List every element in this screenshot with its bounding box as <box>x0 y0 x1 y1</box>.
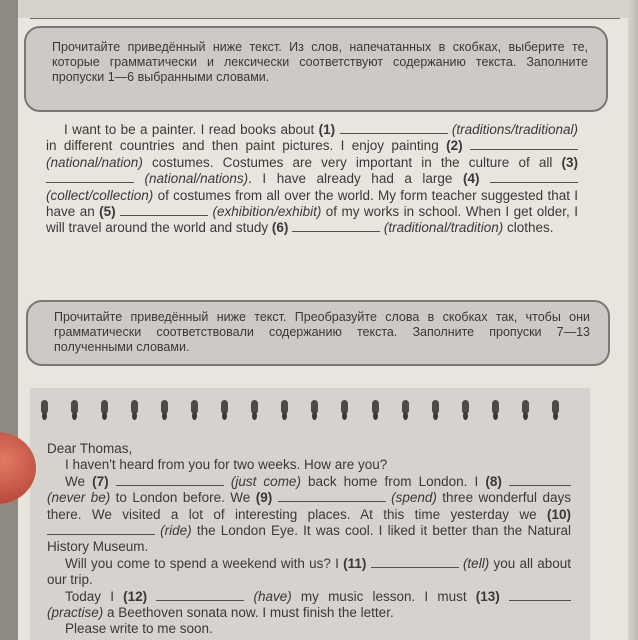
gap-options: (national/nations) <box>144 171 249 187</box>
gap-options: (practise) <box>47 605 104 621</box>
letter-part: Please write to me soon. <box>65 621 213 637</box>
letter-part: to London before. We <box>110 490 256 506</box>
gap-options: (spend) <box>391 490 437 506</box>
spiral-ring <box>340 400 349 422</box>
letter-greeting: Dear Thomas, <box>47 441 133 456</box>
gap-options: (have) <box>253 588 292 604</box>
top-band <box>18 0 638 18</box>
text-part: I want to be a painter. I read books about <box>64 122 319 137</box>
gap-3-blank[interactable] <box>46 172 134 183</box>
spiral-ring <box>40 400 49 422</box>
gap-1-blank[interactable] <box>340 123 448 134</box>
letter-part: back home from London. I <box>300 473 486 489</box>
gap-number: (13) <box>475 588 500 604</box>
gap-number: (5) <box>99 204 116 220</box>
letter-line <box>47 621 571 637</box>
text-part: . I have already had a large <box>248 171 463 187</box>
gap-number: (3) <box>561 154 578 170</box>
notepad-spiral <box>40 400 560 424</box>
gap-5-blank[interactable] <box>120 205 208 216</box>
task2-instruction <box>26 300 610 366</box>
letter-part: three wonderful days there. We visited a lot of interesting places. At this time yesterday we <box>47 490 571 522</box>
spiral-ring <box>250 400 259 422</box>
task1-text <box>46 122 578 237</box>
spiral-ring <box>190 400 199 422</box>
gap-options: (national/nation) <box>46 154 143 170</box>
gap-options: (never be) <box>47 490 111 506</box>
spiral-ring <box>220 400 229 422</box>
gap-options: (just come) <box>230 473 301 489</box>
spiral-ring <box>70 400 79 422</box>
letter-part: my music lesson. I must <box>291 588 476 604</box>
text-part: of costumes from all over the world. My form teacher suggested that I have an <box>46 187 578 220</box>
spiral-ring <box>401 400 410 422</box>
letter-part: the London Eye. It was cool. I liked it better than the Natural History Museum. <box>47 523 571 555</box>
spiral-ring <box>431 400 440 422</box>
gap-options: (tell) <box>462 555 490 571</box>
gap-number: (12) <box>123 588 148 604</box>
text-part: costumes. Costumes are very important in the culture of all <box>142 154 562 170</box>
gap-number: (11) <box>343 555 367 571</box>
gap-options: (exhibition/exhibit) <box>212 204 322 220</box>
gap-4-blank[interactable] <box>490 172 578 183</box>
spiral-ring <box>461 400 470 422</box>
gap-11-blank[interactable] <box>371 557 459 568</box>
spiral-ring <box>521 400 530 422</box>
gap-12-blank[interactable] <box>156 590 244 601</box>
gap-options: (ride) <box>160 523 192 539</box>
spiral-ring <box>371 400 380 422</box>
spiral-ring <box>551 400 560 422</box>
gap-options: (collect/collection) <box>46 187 154 203</box>
spiral-ring <box>130 400 139 422</box>
gap-number: (8) <box>485 473 502 489</box>
gap-number: (6) <box>271 220 289 236</box>
task1-instruction-text: Прочитайте приведённый ниже текст. Из слов, напечатанных в скобках, выберите те, которые грамматически и лексически соответствуют содержанию текста. Заполните пропуски 1—6 выбранными словами. <box>52 40 588 84</box>
gap-10-blank[interactable] <box>47 524 155 535</box>
spiral-ring <box>100 400 109 422</box>
letter-text <box>47 441 571 638</box>
letter-part: I haven't heard from you for two weeks. How are you? <box>65 457 388 473</box>
spiral-ring <box>491 400 500 422</box>
gap-number: (10) <box>546 506 571 522</box>
gap-options: (traditional/tradition) <box>383 220 504 236</box>
gap-6-blank[interactable] <box>292 221 380 232</box>
task2-instruction-text: Прочитайте приведённый ниже текст. Преобразуйте слова в скобках так, чтобы они грамматически соответствовали содержанию текста. Заполните пропуски 7—13 полученными словами. <box>54 310 590 354</box>
letter-paragraph <box>47 589 571 622</box>
spiral-ring <box>310 400 319 422</box>
gap-number: (7) <box>92 473 109 489</box>
letter-paragraph <box>47 474 571 556</box>
gap-number: (1) <box>318 122 336 137</box>
text-part: of my works in school. When I get older, I will travel around the world and study <box>46 204 578 236</box>
page-edge <box>628 0 638 640</box>
text-part: in different countries and then paint pictures. I enjoy painting <box>46 138 447 154</box>
letter-part: Will you come to spend a weekend with us? I <box>65 555 344 571</box>
letter-part: We <box>65 473 93 489</box>
gap-7-blank[interactable] <box>116 475 224 486</box>
task1-instruction <box>24 26 608 112</box>
letter-paragraph <box>47 556 571 589</box>
gap-number: (9) <box>255 490 273 506</box>
letter-part: you all about our trip. <box>47 555 571 588</box>
spiral-ring <box>160 400 169 422</box>
gap-number: (4) <box>462 171 480 187</box>
letter-part: a Beethoven sonata now. I must finish the letter. <box>103 605 394 621</box>
gap-9-blank[interactable] <box>278 491 386 502</box>
gap-13-blank[interactable] <box>509 590 571 601</box>
gap-8-blank[interactable] <box>509 475 571 486</box>
letter-line <box>47 457 571 473</box>
text-part: clothes. <box>503 220 554 236</box>
gap-number: (2) <box>446 138 463 154</box>
spiral-ring <box>280 400 289 422</box>
gap-options: (traditions/traditional) <box>451 122 578 137</box>
gap-2-blank[interactable] <box>470 139 578 150</box>
letter-part: Today I <box>65 588 124 604</box>
